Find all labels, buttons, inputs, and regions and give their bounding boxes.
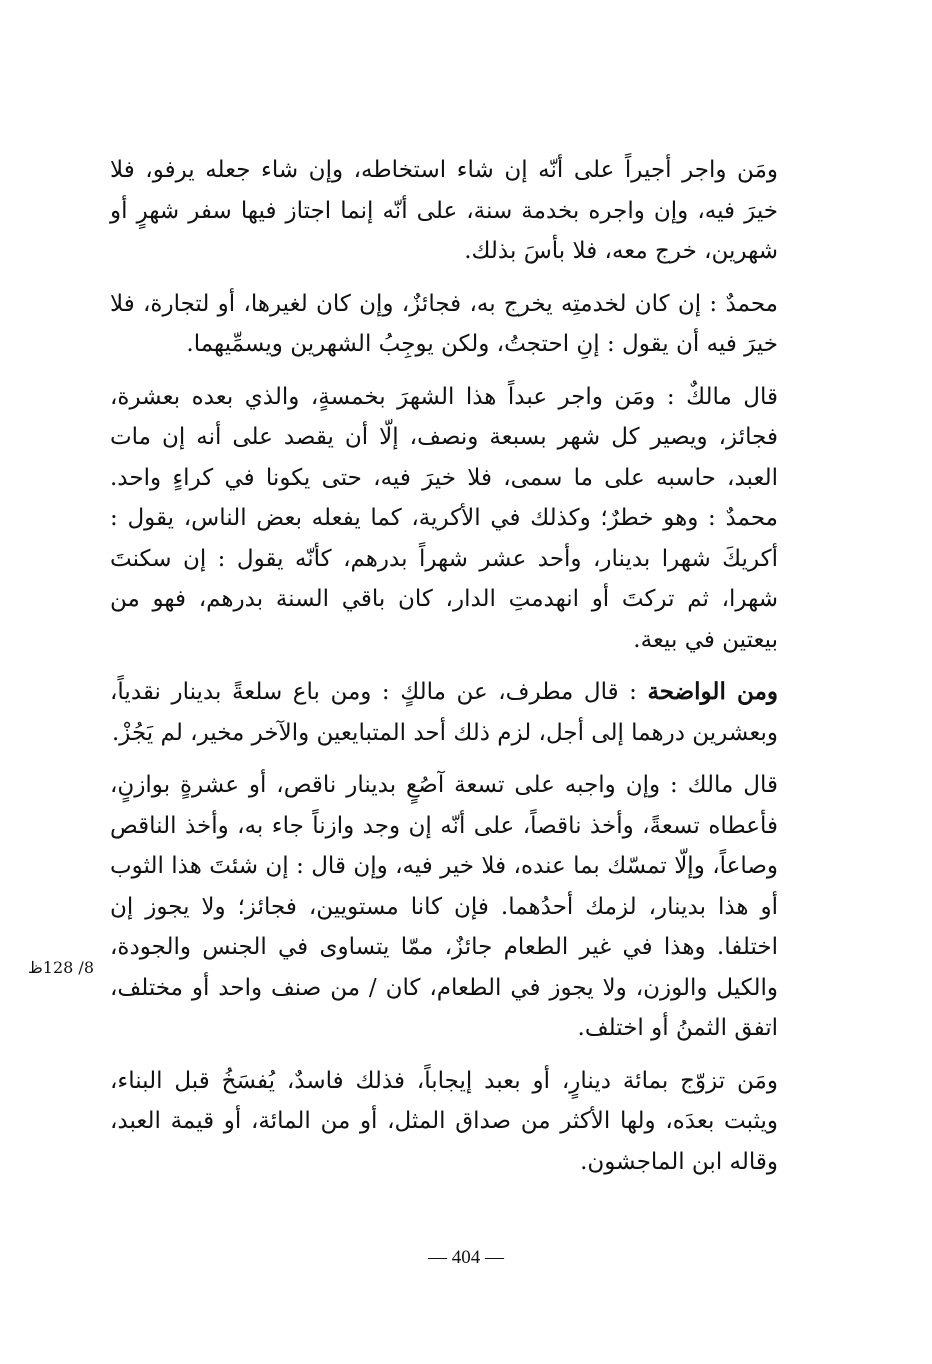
body-text [110, 150, 778, 1194]
manuscript-folio-note: 8/ 128ظ [28, 958, 95, 977]
paragraph-2 [110, 284, 778, 365]
paragraph-1 [110, 150, 778, 272]
paragraph-6 [110, 1061, 778, 1183]
paragraph-2-text: محمدٌ : إن كان لخدمتِه يخرج به، فجائزٌ، وإن كان لغيرها، أو لتجارة، فلا خيرَ فيه أن يقول : إنِ احتجتُ، ولكن يوجِبُ الشهرين ويسمِّيهما. [110, 290, 778, 357]
paragraph-4 [110, 672, 778, 753]
paragraph-3-text: قال مالكٌ : ومَن واجر عبداً هذا الشهرَ بخمسةٍ، والذي بعده بعشرة، فجائز، ويصير كل شهر بسبعة ونصف، إلّا أن يقصد على أنه إن مات العبد، حاسبه على ما سمى، فلا خيرَ فيه، حتى يكونا في كراءٍ واحد. محمدٌ : وهو خطرٌ؛ وكذلك في الأكرية، كما يفعله بعض الناس، يقول : أكريكَ شهرا بدينار، وأحد عشر شهراً بدرهم، كأنّه يقول : إن سكنتَ شهرا، ثم تركتَ أو انهدمتِ الدار، كان باقي السنة بدرهم، فهو من بيعتين في بيعة. [110, 383, 778, 653]
paragraph-6-text: ومَن تزوّج بمائة دينارٍ، أو بعبد إيجاباً، فذلك فاسدٌ، يُفسَخُ قبل البناء، ويثبت بعدَه، ولها الأكثر من صداق المثل، أو من المائة، أو قيمة العبد، وقاله ابن الماجشون. [110, 1067, 778, 1175]
paragraph-1-text: ومَن واجر أجيراً على أنّه إن شاء استخاطه، وإن شاء جعله يرفو، فلا خيرَ فيه، وإن واجره بخدمة سنة، على أنّه إنما اجتاز فيها سفر شهرٍ أو شهرين، خرج معه، فلا بأسَ بذلك. [110, 157, 778, 264]
paragraph-5-text: قال مالك : وإن واجبه على تسعة آصُعٍ بدينار ناقص، أو عشرةٍ بوازنٍ، فأعطاه تسعةً، وأخذ ناقصاً، على أنّه إن وجد وازناً جاء به، وأخذ الناقص وصاعاً، وإلّا تمسّك بما عنده، فلا خير فيه، وإن قال : إن شئتَ هذا الثوب أو هذا بدينار، لزمك أحدُهما. فإن كانا مستويين، فجائز؛ ولا يجوز إن اختلفا. وهذا في غير الطعام جائزٌ، ممّا يتساوى في الجنس والجودة، والكيل والوزن، ولا يجوز في الطعام، كان / من صنف واحد أو مختلف، اتفق الثمنُ أو اختلف. [110, 772, 778, 1041]
page-number: — 404 — [428, 1247, 504, 1268]
paragraph-4-text: : قال مطرف، عن مالكٍ : ومن باع سلعةً بدينار نقدياً، وبعشرين درهما إلى أجل، لزم ذلك أحد المتبايعين والآخر مخير، لم يَجُزْ. [110, 679, 778, 746]
paragraph-3 [110, 377, 778, 661]
paragraph-5 [110, 765, 778, 1049]
paragraph-4-lead: ومن الواضحة [647, 678, 778, 705]
